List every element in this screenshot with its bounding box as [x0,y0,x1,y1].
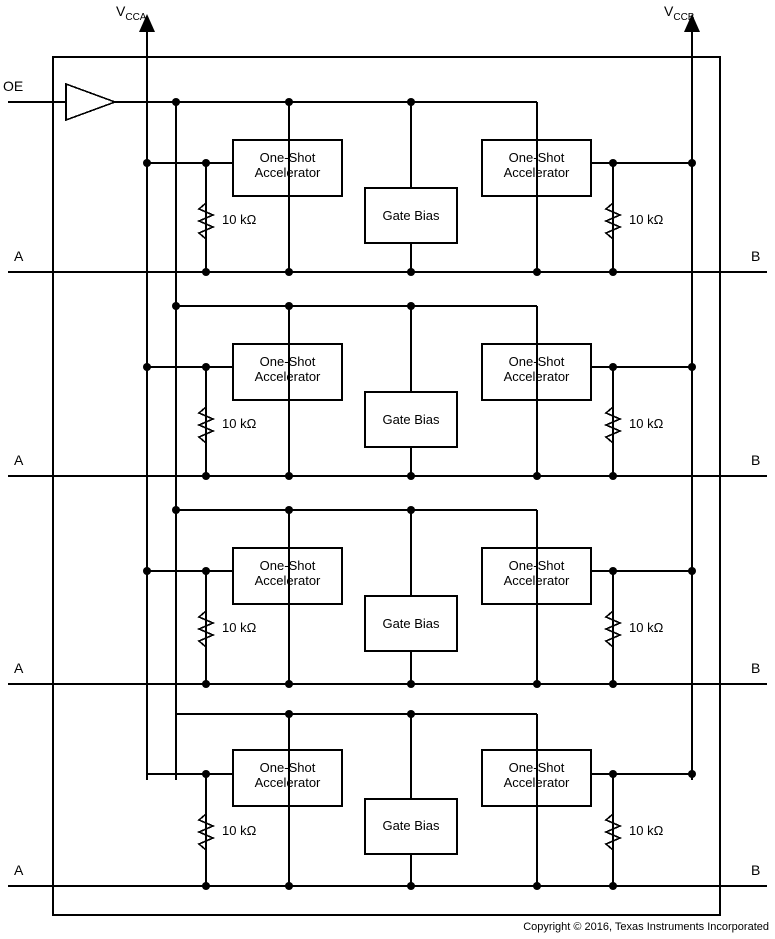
one-shot-accelerator-b3-label: One-Shot Accelerator [503,558,570,588]
copyright-notice: Copyright © 2016, Texas Instruments Incorporated [523,921,769,933]
resistor-b4-label: 10 kΩ [629,823,664,838]
gate-bias-2-label: Gate Bias [382,412,440,427]
oe-buffer [66,84,115,120]
pin-label-b2: B [751,452,761,468]
pin-label-b3: B [751,660,761,676]
resistor-a1-label: 10 kΩ [222,212,257,227]
pin-label-b1: B [751,248,761,264]
gate-bias-4-label: Gate Bias [382,818,440,833]
pin-label-b4: B [751,862,761,878]
resistor-b1-label: 10 kΩ [629,212,664,227]
device-outline [53,57,720,915]
resistor-a2-label: 10 kΩ [222,416,257,431]
one-shot-accelerator-a2-label: One-Shot Accelerator [254,354,321,384]
pin-label-a2: A [14,452,24,468]
gate-bias-3-label: Gate Bias [382,616,440,631]
one-shot-accelerator-b1-label: One-Shot Accelerator [503,150,570,180]
pin-label-a4: A [14,862,24,878]
resistor-a3-label: 10 kΩ [222,620,257,635]
one-shot-accelerator-b2-label: One-Shot Accelerator [503,354,570,384]
vcca-label: $V_{CCA}$ [116,3,147,23]
pin-label-a3: A [14,660,24,676]
supply-arrowheads [139,14,700,32]
one-shot-accelerator-b4-label: One-Shot Accelerator [503,760,570,790]
one-shot-accelerator-a4-label: One-Shot Accelerator [254,760,321,790]
pin-label-oe: OE [3,78,24,94]
pin-label-a1: A [14,248,24,264]
one-shot-accelerator-a1-label: One-Shot Accelerator [254,150,321,180]
gate-bias-1-label: Gate Bias [382,208,440,223]
vccb-label: $V_{CCB}$ [664,3,695,23]
resistor-b3-label: 10 kΩ [629,620,664,635]
resistor-b2-label: 10 kΩ [629,416,664,431]
resistor-a4-label: 10 kΩ [222,823,257,838]
one-shot-accelerator-a3-label: One-Shot Accelerator [254,558,321,588]
